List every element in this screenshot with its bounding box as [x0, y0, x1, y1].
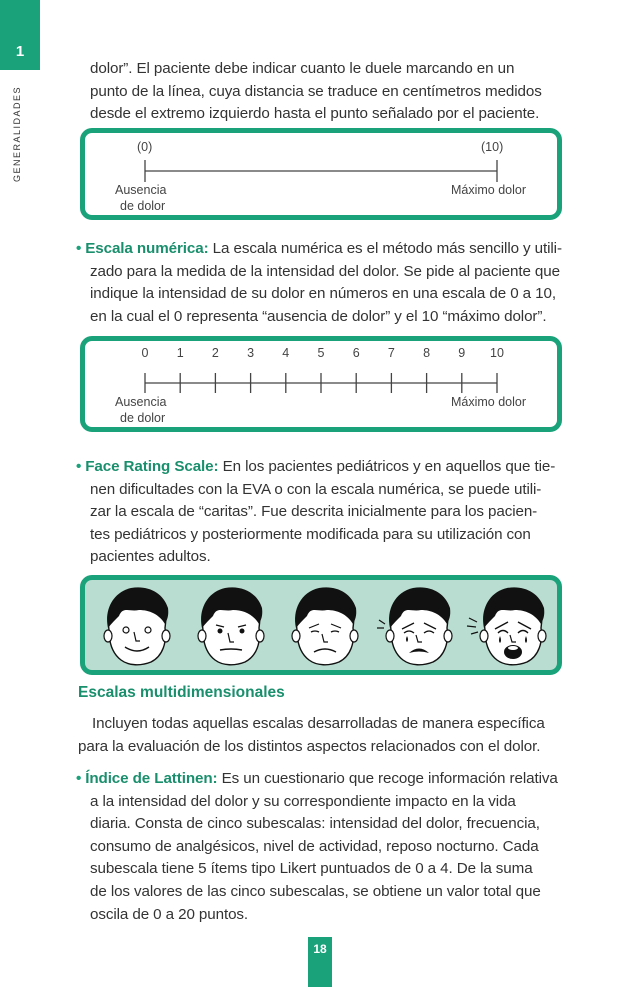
numeric-tick-label: 10	[490, 346, 504, 360]
numeric-tick-label: 9	[458, 346, 466, 360]
numeric-rating-scale	[80, 336, 562, 432]
numeric-tick-label: 2	[211, 346, 219, 360]
face-rating-bullet	[76, 456, 562, 569]
face-sad-icon	[292, 587, 358, 664]
numeric-first-line: La escala numérica es el método más sencillo y utili-	[208, 240, 562, 257]
lattinen-bullet	[76, 768, 562, 926]
face-rating-term: Face Rating Scale:	[85, 458, 219, 475]
numeric-tick-label: 7	[387, 346, 395, 360]
numeric-line: en la cual el 0 representa “ausencia de dolor” y el 10 “máximo dolor”.	[90, 307, 547, 325]
face-line: pacientes adultos.	[90, 548, 211, 566]
numeric-tick-label: 8	[423, 346, 431, 360]
chapter-tab	[0, 0, 40, 70]
intro-paragraph	[90, 58, 562, 126]
eva-right-value: (10)	[481, 140, 504, 154]
numeric-tick-label: 0	[141, 346, 149, 360]
face-line: nen dificultades con la EVA o con la escala numérica, se puede utili-	[90, 480, 542, 498]
lattinen-line: subescala tiene 5 ítems tipo Likert puntuados de 0 a 4. De la suma	[90, 860, 533, 878]
intro-line: dolor”. El paciente debe indicar cuanto le duele marcando en un	[90, 60, 515, 77]
intro-line: desde el extremo izquierdo hasta el punto señalado por el paciente.	[90, 105, 540, 123]
lattinen-line: de los valores de las cinco subescalas, se obtiene un valor total que	[90, 882, 541, 900]
numeric-line: zado para la medida de la intensidad del dolor. Se pide al paciente que	[90, 262, 560, 280]
numeric-line: indique la intensidad de su dolor en números en una escala de 0 a 10,	[90, 285, 556, 303]
face-line: tes pediátricos y posteriormente modificada para su utilización con	[90, 525, 531, 543]
numeric-tick-label: 1	[176, 346, 184, 360]
faces-illustration	[85, 580, 557, 670]
numeric-tick-label: 5	[317, 346, 325, 360]
eva-left-label: Ausencia	[115, 183, 167, 197]
section-side-label: GENERALIDADES	[12, 85, 22, 182]
numeric-scale-bullet	[76, 238, 562, 328]
lattinen-line: a la intensidad del dolor y su correspondiente impacto en la vida	[90, 792, 516, 810]
numeric-left-label-2: de dolor	[120, 411, 166, 425]
eva-left-value: (0)	[137, 140, 153, 154]
numeric-right-label: Máximo dolor	[451, 395, 527, 409]
section-heading: Escalas multidimensionales	[78, 684, 285, 701]
eva-left-label-2: de dolor	[120, 199, 166, 213]
lattinen-first-line: Es un cuestionario que recoge información relativa	[217, 770, 558, 787]
multi-paragraph	[78, 713, 562, 758]
multi-line: para la evaluación de los distintos aspectos relacionados con el dolor.	[78, 737, 541, 755]
face-rating-scale	[80, 575, 562, 675]
eva-right-label: Máximo dolor	[451, 183, 527, 197]
numeric-tick-label: 6	[352, 346, 360, 360]
lattinen-line: oscila de 0 a 20 puntos.	[90, 905, 249, 923]
face-first-line: En los pacientes pediátricos y en aquellos que tie-	[218, 458, 556, 475]
lattinen-line: consumo de analgésicos, nivel de actividad, reposo nocturno. Cada	[90, 837, 539, 855]
visual-analog-scale	[80, 128, 562, 220]
face-crying-icon	[377, 587, 452, 664]
multi-line: Incluyen todas aquellas escalas desarrolladas de manera específica	[92, 715, 545, 732]
lattinen-term: Índice de Lattinen:	[85, 770, 218, 787]
numeric-tick-label: 4	[282, 346, 290, 360]
numeric-tick-label: 3	[247, 346, 255, 360]
bullet-icon: •	[76, 458, 82, 475]
face-severe-pain-icon	[467, 587, 546, 664]
lattinen-line: diaria. Consta de cinco subescalas: intensidad del dolor, frecuencia,	[90, 815, 540, 833]
numeric-left-label: Ausencia	[115, 395, 167, 409]
chapter-number: 1	[15, 43, 25, 60]
intro-line: punto de la línea, cuya distancia se traduce en centímetros medidos	[90, 82, 542, 100]
numeric-scale-term: Escala numérica:	[85, 240, 209, 257]
face-line: zar la escala de “caritas”. Fue descrita inicialmente para los pacien-	[90, 503, 538, 521]
face-happy-icon	[104, 587, 170, 664]
bullet-icon: •	[76, 240, 82, 257]
page-number: 18	[308, 937, 332, 987]
face-slight-discomfort-icon	[198, 587, 264, 664]
bullet-icon: •	[76, 770, 82, 787]
